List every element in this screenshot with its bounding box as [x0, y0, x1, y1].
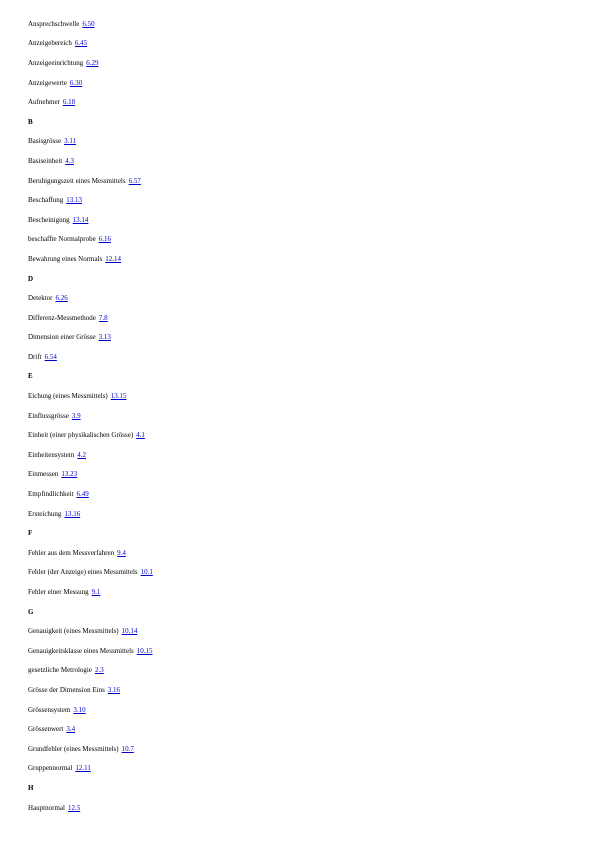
index-term: Beruhigungszeit eines Messmittels [28, 176, 126, 185]
index-term: Fehler aus dem Messverfahren [28, 548, 115, 557]
index-term: Basisgrösse [28, 137, 62, 146]
index-entry [28, 14, 153, 34]
index-term: beschaffte Normalprobe [28, 235, 96, 244]
index-entry [28, 92, 153, 112]
index-entry [28, 132, 153, 152]
index-entry [28, 719, 153, 739]
index-term: Empfindlichkeit [28, 490, 74, 499]
index-term: Ersteichung [28, 509, 62, 518]
index-term: Detektor [28, 294, 53, 303]
index-entry [28, 484, 153, 504]
index-reference-link[interactable]: 13.14 [72, 215, 89, 224]
index-letter: H [28, 783, 34, 792]
index-letter: E [28, 372, 33, 381]
index-term: Ansprechschwelle [28, 19, 80, 28]
index-reference-link[interactable]: 9.4 [117, 548, 126, 557]
index-term: Bescheinigung [28, 215, 70, 224]
index-term: Anzeigeeinrichtung [28, 58, 84, 67]
index-entry [28, 543, 153, 563]
index-reference-link[interactable]: 10.1 [140, 568, 153, 577]
index-entry [28, 288, 153, 308]
index-term: Einheit (einer physikalischen Grösse) [28, 431, 134, 440]
index-reference-link[interactable]: 6.26 [55, 294, 68, 303]
index-entry [28, 249, 153, 269]
index-reference-link[interactable]: 6.54 [44, 352, 57, 361]
index-letter: D [28, 274, 34, 283]
index-reference-link[interactable]: 3.11 [64, 137, 77, 146]
index-letter: B [28, 117, 33, 126]
index-entry [28, 53, 153, 73]
index-term: Differenz-Messmethode [28, 313, 96, 322]
index-entry [28, 406, 153, 426]
index-reference-link[interactable]: 3.9 [71, 411, 81, 420]
index-reference-link[interactable]: 13.16 [64, 509, 81, 518]
index-entry [28, 73, 153, 93]
index-term: Einflussgrösse [28, 411, 69, 420]
index-reference-link[interactable]: 6.16 [98, 235, 111, 244]
index-entry [28, 347, 153, 367]
index-letter-heading [28, 523, 153, 543]
index-entry [28, 151, 153, 171]
index-entry [28, 563, 153, 583]
index-entry [28, 759, 153, 779]
index-entry [28, 465, 153, 485]
index-term: Fehler einer Messung [28, 588, 89, 597]
index-reference-link[interactable]: 12.14 [105, 254, 122, 263]
index-entry [28, 171, 153, 191]
index-letter: F [28, 529, 33, 538]
index-term: Grösse der Dimension Eins [28, 685, 105, 694]
index-term: Einheitensystem [28, 450, 75, 459]
index-term: Genauigkeit (eines Messmittels) [28, 627, 119, 636]
index-entry [28, 425, 153, 445]
index-entry [28, 582, 153, 602]
index-entry [28, 190, 153, 210]
index-entry [28, 661, 153, 681]
index-reference-link[interactable]: 3.16 [107, 685, 121, 694]
index-entry [28, 210, 153, 230]
index-letter-heading [28, 778, 153, 798]
index-entry [28, 700, 153, 720]
index-entry [28, 386, 153, 406]
index-reference-link[interactable]: 10.14 [121, 627, 138, 636]
index-reference-link[interactable]: 7.8 [98, 313, 108, 322]
index-reference-link[interactable]: 9.1 [91, 588, 101, 597]
index-term: Basiseinheit [28, 156, 63, 165]
index-reference-link[interactable]: 6.29 [86, 58, 99, 67]
index-reference-link[interactable]: 12.11 [75, 764, 91, 773]
index-letter: G [28, 607, 34, 616]
index-term: Dimension einer Grösse [28, 333, 96, 342]
index-reference-link[interactable]: 6.30 [69, 78, 83, 87]
index-entry [28, 739, 153, 759]
index-reference-link[interactable]: 2.3 [94, 666, 104, 675]
index-reference-link[interactable]: 3.13 [98, 333, 111, 342]
index-entry [28, 641, 153, 661]
index-term: Hauptnormal [28, 803, 65, 812]
index-term: Bewahrung eines Normals [28, 254, 103, 263]
index-reference-link[interactable]: 4.3 [65, 156, 74, 165]
index-reference-link[interactable]: 4.1 [136, 431, 145, 440]
index-reference-link[interactable]: 6.57 [128, 176, 141, 185]
index-letter-heading [28, 269, 153, 289]
index-reference-link[interactable]: 12.5 [67, 803, 81, 812]
index-reference-link[interactable]: 13.13 [66, 196, 82, 205]
index-term: Drift [28, 352, 42, 361]
index-term: Eichung (eines Messmittels) [28, 392, 108, 401]
index-entry [28, 680, 153, 700]
index-term: Beschaffung [28, 196, 64, 205]
index-term: Anzeigewerte [28, 78, 67, 87]
index-term: Einmessen [28, 470, 59, 479]
index-reference-link[interactable]: 6.49 [76, 490, 89, 499]
index-term: Grössensystem [28, 705, 71, 714]
index-term: Genauigkeitsklasse eines Messmittels [28, 646, 134, 655]
index-letter-heading [28, 367, 153, 387]
index-entry [28, 504, 153, 524]
index-reference-link[interactable]: 13.23 [61, 470, 78, 479]
index-entry [28, 798, 153, 818]
index-reference-link[interactable]: 6.18 [62, 98, 76, 107]
index-reference-link[interactable]: 10.7 [121, 744, 134, 753]
index-reference-link[interactable]: 3.10 [73, 705, 86, 714]
index-reference-link[interactable]: 10.15 [136, 646, 153, 655]
index-entry [28, 621, 153, 641]
index-list [28, 14, 153, 817]
index-reference-link[interactable]: 4.2 [77, 450, 87, 459]
index-reference-link[interactable]: 3.4 [66, 725, 76, 734]
index-term: Anzeigebereich [28, 39, 72, 48]
index-reference-link[interactable]: 13.15 [110, 392, 127, 401]
index-reference-link[interactable]: 6.45 [74, 39, 88, 48]
index-term: gesetzliche Metrologie [28, 666, 92, 675]
index-letter-heading [28, 112, 153, 132]
index-term: Aufnehmer [28, 98, 60, 107]
index-term: Grundfehler (eines Messmittels) [28, 744, 119, 753]
index-reference-link[interactable]: 6.50 [82, 19, 95, 28]
index-term: Gruppennormal [28, 764, 73, 773]
index-entry [28, 445, 153, 465]
index-entry [28, 308, 153, 328]
index-entry [28, 328, 153, 348]
index-letter-heading [28, 602, 153, 622]
index-entry [28, 230, 153, 250]
index-term: Grössenwert [28, 725, 64, 734]
index-term: Fehler (der Anzeige) eines Messmittels [28, 568, 138, 577]
index-entry [28, 34, 153, 54]
